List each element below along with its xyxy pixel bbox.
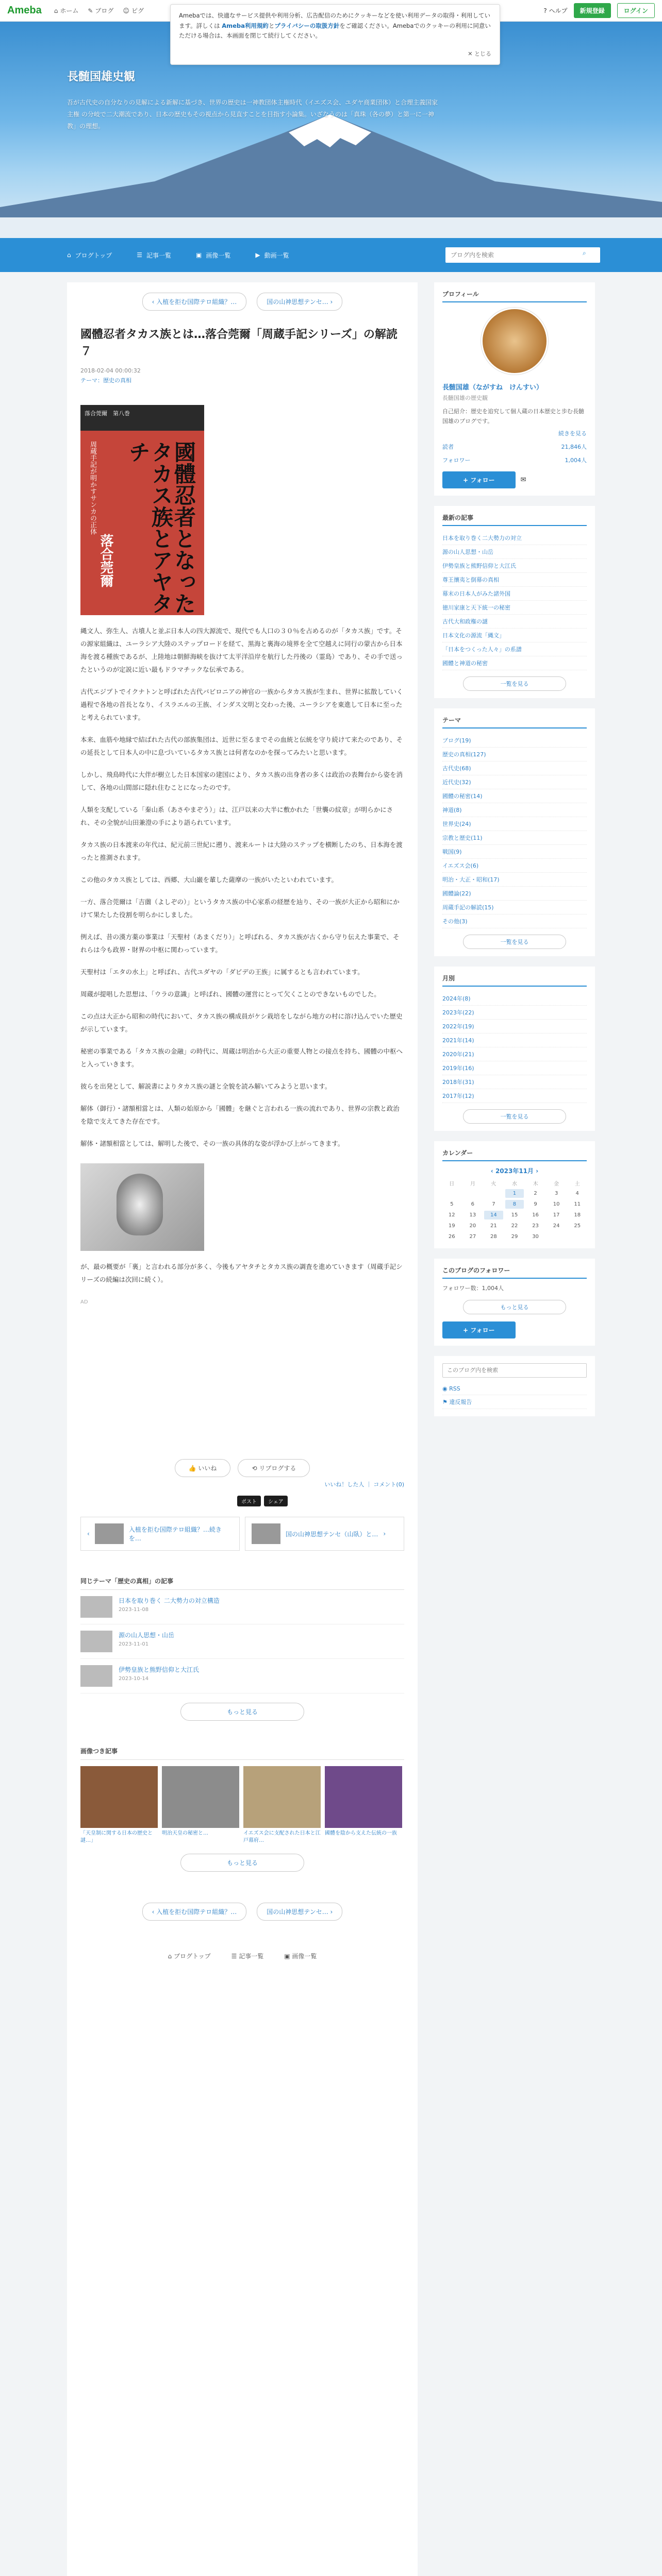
calendar-grid: 日 月 火 水 木 金 土 1 2 3 4 5 6 7 8 9 10 11 12 13 14 15 16 17 18 19 20 21 22 23 24 25 26 27 28 29 30 (442, 1179, 587, 1241)
article-paragraph: 古代エジプトでイクナトンと呼ばれた古代バビロニアの神官の一族からタカス族が生まれ、世界に拡散していく過程で各地の首長となり、イスラエルの王族、インダス文明と交わった後、ユーラシアを東進して日本に至ったと考えられています。 (80, 688, 403, 721)
book-series: 落合莞爾 第八巻 (80, 405, 204, 431)
image-icon: ▣ (196, 251, 202, 259)
recent-item[interactable]: 徳川家康と天下統一の秘密 (442, 601, 587, 615)
calendar-day: 30 (532, 1234, 539, 1240)
article-theme-link[interactable]: テーマ：歴史の真相 (80, 377, 131, 384)
image-article[interactable]: 國體を陰から支えた伝統の一族 (325, 1766, 402, 1844)
theme-item[interactable]: イエズス会(6) (442, 859, 587, 873)
article-paragraph: 周蔵が提唱した思想は、「ウラの意識」と呼ばれ、國體の運営にとって欠くことのできないものでした。 (80, 990, 380, 998)
bottom-image-list[interactable]: ▣ 画像一覧 (284, 1953, 317, 1960)
article-paragraph: 秘密の事業である「タカス族の金融」の時代に、周蔵は明治から大正の重要人物との接点を持ち、國體の中枢へと入っていきます。 (80, 1047, 403, 1068)
recent-list (442, 531, 587, 670)
recent-item[interactable]: 源の山人思想・山岳 (442, 545, 587, 559)
recent-item[interactable]: 「日本をつくった人々」の系譜 (442, 642, 587, 656)
theme-heading: テーマ (442, 716, 587, 728)
message-icon[interactable]: ✉ (520, 476, 526, 484)
archive-item[interactable]: 2020年(21) (442, 1047, 587, 1061)
recent-item[interactable]: 國體と神道の秘密 (442, 656, 587, 670)
next-article-button[interactable]: 国の山神思想テンセ… › (257, 293, 342, 311)
calendar-day: 21 (490, 1223, 497, 1229)
calendar-day: 7 (492, 1201, 495, 1208)
calendar-day: 25 (574, 1223, 581, 1229)
calendar-day: 9 (534, 1201, 537, 1208)
calendar-day: 6 (471, 1201, 475, 1208)
thumbs-up-icon: 👍 (188, 1465, 196, 1472)
calendar-day[interactable]: 14 (484, 1211, 503, 1219)
calendar-day: 2 (534, 1191, 537, 1197)
calendar-day: 15 (511, 1212, 518, 1218)
archive-heading: 月別 (442, 974, 587, 987)
archive-item[interactable]: 2023年(22) (442, 1006, 587, 1020)
recent-item[interactable]: 幕末の日本人がみた諸外国 (442, 587, 587, 601)
nav-pigg[interactable]: ☺ ピグ (123, 7, 144, 14)
article-meta (80, 367, 404, 384)
help-icon: ? (543, 7, 547, 14)
blog-description: 吾が古代史の自分なりの見解による新解に基づき、世界の歴史は一神教団体主権時代（イエズス会、ユダヤ商業団体）と合理主義国家主権 の分岐で二大潮流であり、日本の歴史もその視点から見直すことを目指す小論集。いざなうのは「真珠（各の夢）と第一に一神教」の理想。 (67, 99, 438, 130)
list-icon: ☰ (231, 1953, 237, 1960)
chevron-right-icon: › (383, 1530, 386, 1537)
article-paragraph: 解体・諸額相當としては、解明した後で、その一族の具体的な姿が浮かび上がってきます。 (80, 1140, 344, 1147)
calendar-day: 3 (554, 1191, 558, 1197)
top-nav (54, 6, 144, 15)
article-image (325, 1766, 402, 1828)
article-title[interactable]: 國體忍者タカス族とは…落合莞爾「周蔵手記シリーズ」の解読７ (80, 328, 398, 358)
followers-box (434, 1259, 595, 1346)
image-article[interactable]: イエズス会に支配された日本と江戸幕府… (243, 1766, 321, 1844)
recent-item[interactable]: 尊王攘夷と倒幕の真相 (442, 573, 587, 587)
pigg-icon: ☺ (123, 7, 129, 14)
like-comment-counters[interactable]: いいね！した人 ｜ コメント(0) (324, 1481, 404, 1488)
theme-item[interactable]: その他(3) (442, 914, 587, 928)
menu-blog-top[interactable]: ⌂ ブログトップ (67, 251, 112, 259)
follow-row (442, 471, 587, 488)
article-thumbnail (95, 1523, 124, 1544)
recent-heading: 最新の記事 (442, 513, 587, 526)
archive-list (442, 992, 587, 1103)
book-author: 落合莞爾 (98, 534, 113, 587)
calendar-day: 16 (532, 1212, 539, 1218)
portrait-photo[interactable] (80, 1163, 204, 1251)
calendar-day: 5 (450, 1201, 454, 1208)
theme-item[interactable]: 國體の秘密(14) (442, 789, 587, 803)
calendar-blank (464, 1189, 483, 1198)
archive-item[interactable]: 2019年(16) (442, 1061, 587, 1075)
adjacent-articles (80, 1517, 404, 1551)
book-title: 國體忍者となったタカス族とアヤタチ (125, 441, 196, 614)
search-icon[interactable]: ⌕ (583, 249, 586, 257)
archive-item[interactable]: 2021年(14) (442, 1033, 587, 1047)
theme-item[interactable]: 戦国(9) (442, 845, 587, 859)
theme-item[interactable]: 近代史(32) (442, 775, 587, 789)
theme-item[interactable]: 明治・大正・昭和(17) (442, 873, 587, 887)
share-buttons (67, 1496, 418, 1506)
article-paragraph: が、最の概要が「裏」と言われる部分が多く、今後もアヤタチとタカス族の調査を進めていきます（周蔵手記シリーズの続編は次回に続く）。 (80, 1263, 403, 1283)
avatar[interactable] (481, 308, 548, 375)
article-paragraph: 本来、血筋や地縁で結ばれた古代の部族集団は、近世に至るまでその血統と伝統を守り続けて来たのであり、その延長として日本人の中に息づいているタカス族とは何者なのかを探ってみたいと思います。 (80, 736, 403, 756)
adjacent-prev-article[interactable]: ‹ 入植を拒む国際テロ組織？…続きを… (80, 1517, 240, 1551)
theme-item[interactable]: 周蔵手記の解読(15) (442, 901, 587, 914)
calendar-day: 23 (532, 1223, 539, 1229)
report-link[interactable]: ⚑ 違反報告 (442, 1395, 587, 1409)
followers-more-button[interactable]: もっと見る (463, 1300, 566, 1314)
image-icon: ▣ (284, 1953, 290, 1960)
calendar-day: 13 (469, 1212, 476, 1218)
recent-more-button[interactable]: 一覧を見る (463, 676, 566, 691)
list-item[interactable]: 日本を取り巻く 二大勢力の対立構造 2023-11-08 (80, 1590, 404, 1624)
bottom-entry-list[interactable]: ☰ 記事一覧 (231, 1953, 264, 1960)
article-paragraph: 縄文人、弥生人、古墳人と並ぶ日本人の四大源流で、現代でも人口の３０％を占めるのが「タカス族」です。その源家組織は、ユーラシア大陸のステップロードを経て、黒海と裏海の境界を全て空越えに同行の蒙古から日本海を渡る種族であるが、上陸地は朝鮮海峡を抜けて太平洋沿岸を航行した丹後の（霊島）であり、その手で送ったというのが定説に近い最もドラマチックな伝承である。 (80, 627, 403, 673)
article-image (243, 1766, 321, 1828)
article-paragraph: 彼らを出発として、解説書によりタカス族の謎と全貌を読み解いてみようと思います。 (80, 1082, 332, 1090)
chevron-left-icon[interactable]: ‹ (490, 1167, 493, 1175)
chevron-left-icon: ‹ (87, 1530, 90, 1537)
calendar-blank (484, 1189, 503, 1198)
prev-article-button[interactable]: ‹ 入植を拒む国際テロ組織？… (142, 293, 247, 311)
chevron-right-icon[interactable]: › (536, 1167, 539, 1175)
article-paragraph: 例えば、昔の漢方薬の事業は「天聖村（あまくだり）」と呼ばれる、タカス族が古くから守り伝えた事業で、それらは今も政界・財界の中枢に関わっています。 (80, 933, 400, 954)
theme-item[interactable]: 國體論(22) (442, 887, 587, 901)
article-paragraph: しかし、飛鳥時代に大伴が樹立した日本国家の建国により、タカス族の出身者の多くは政治の表舞台から姿を消して、各地の山間部に隠れ住むことになったのです。 (80, 771, 403, 791)
archive-item[interactable]: 2018年(31) (442, 1075, 587, 1089)
list-item[interactable]: 源の山人思想・山岳 2023-11-01 (80, 1624, 404, 1659)
image-article[interactable]: 「天皇制に関する日本の歴史と謎…」 (80, 1766, 158, 1844)
calendar-day[interactable]: 8 (505, 1200, 524, 1209)
calendar-day: 19 (448, 1223, 455, 1229)
profile-box (434, 282, 595, 496)
blog-search-input[interactable] (445, 247, 600, 263)
calendar-day: 11 (574, 1201, 581, 1208)
followers-count: フォロワー数：1,004人 (442, 1285, 504, 1292)
rss-link[interactable]: ◉ RSS (442, 1383, 587, 1395)
follower-stat[interactable]: フォロワー 1,004人 (442, 457, 587, 464)
more-theme-articles-button[interactable]: もっと見る (180, 1703, 304, 1721)
calendar-day: 26 (448, 1234, 455, 1240)
article-paragraph: 一方、落合莞爾は「吉薗（よしぞの）」というタカス族の中心家系の経歴を辿り、その一族が大正から昭和にかけて果たした役割を明らかにしました。 (80, 898, 400, 919)
calendar-day: 27 (469, 1234, 476, 1240)
recent-item[interactable]: 古代大和政権の謎 (442, 615, 587, 629)
followers-heading: このブログのフォロワー (442, 1266, 587, 1279)
next-article-button[interactable]: 国の山神思想テンセ… › (257, 1903, 342, 1921)
article (67, 326, 418, 1449)
bottom-blog-top[interactable]: ⌂ ブログトップ (168, 1953, 211, 1960)
article-paragraph: 天聖村は「エタの水上」と呼ばれ、古代ユダヤの「ダビデの王族」に属するとも言われています。 (80, 968, 364, 976)
article-paragraph: 人類を支配している「秦山系（あさやまぞう）」は、江戸以来の大半に敷かれた「世襲の紋章」が明らかにされ、その全貌が山田兼澄の手により語られています。 (80, 806, 393, 826)
article-paragraph: この他のタカス族としては、西郷、大山巌を輩した薩摩の一族がいたといわれています。 (80, 876, 338, 884)
reaction-buttons (67, 1459, 418, 1477)
calendar-heading: カレンダー (442, 1148, 587, 1161)
recent-item[interactable]: 日本文化の源流「縄文」 (442, 629, 587, 642)
blog-icon: ✎ (88, 7, 93, 14)
article-thumbnail (80, 1631, 112, 1652)
menu-entry-list[interactable]: ☰ 記事一覧 (137, 251, 172, 259)
article-date: 2018-02-04 00:00:32 (80, 367, 141, 374)
article-paragraph: 解体（御行）・諸額相當とは、人類の始原から「國體」を継ぐと言われる一族の流れであり、世界の宗教と政治を陰で支えてきた存在です。 (80, 1105, 400, 1125)
archive-item[interactable]: 2022年(19) (442, 1020, 587, 1033)
share-facebook-button[interactable]: シェア (264, 1496, 288, 1506)
article-thumbnail (80, 1665, 112, 1687)
profile-subtitle: 長髄国雄の歴史観 (442, 395, 488, 401)
nav-home[interactable]: ⌂ ホーム (54, 7, 79, 14)
home-icon: ⌂ (67, 251, 71, 259)
theme-box (434, 708, 595, 956)
profile-more-link[interactable]: 続きを見る (558, 430, 587, 437)
themes-more-button[interactable]: 一覧を見る (463, 935, 566, 949)
reader-stat[interactable]: 読者 21,846人 (442, 444, 587, 451)
help-link[interactable]: ? ヘルプ (543, 7, 568, 14)
calendar-day: 17 (553, 1212, 560, 1218)
theme-item[interactable]: 歴史の真相(127) (442, 748, 587, 761)
menu-image-list[interactable]: ▣ 画像一覧 (196, 251, 231, 259)
image-articles-heading: 画像つき記事 (80, 1747, 404, 1760)
privacy-link[interactable]: プライバシーの取扱方針 (274, 22, 340, 29)
archive-more-button[interactable]: 一覧を見る (463, 1109, 566, 1124)
calendar-day: 10 (553, 1201, 560, 1208)
article-paragraph: タカス族の日本渡来の年代は、紀元前三世紀に遡り、渡来ルートは大陸のステップを横断したのち、日本海を渡ったと推測されます。 (80, 841, 403, 861)
bottom-nav (67, 1952, 418, 1960)
like-button[interactable]: 👍 いいね (175, 1459, 231, 1477)
follow-row-bottom (442, 1321, 587, 1338)
cookie-notice: Amebaでは、快適なサービス提供や利用分析、広告配信のためにクッキーなどを使い利用データの取得・利用しています。詳しくは Ameba利用規約とプライバシーの取扱方針をご確認ください。Amebaでのクッキーの利用に同意いただける場合は、本画面を閉じて続行してください。 ✕ とじる (170, 4, 500, 65)
ad-slot[interactable]: AD (80, 1299, 404, 1449)
register-button[interactable]: 新規登録 (574, 3, 611, 18)
follow-button[interactable]: + フォロー (442, 1321, 516, 1338)
article-thumbnail (252, 1523, 280, 1544)
home-icon: ⌂ (54, 7, 58, 14)
calendar-day: 28 (490, 1234, 497, 1240)
blog-title[interactable]: 長髄国雄史観 (67, 71, 136, 83)
archive-item[interactable]: 2017年(12) (442, 1089, 587, 1103)
reblog-icon: ⟲ (252, 1465, 257, 1472)
prev-article-button[interactable]: ‹ 入植を拒む国際テロ組織？… (142, 1903, 247, 1921)
calendar-day: 18 (574, 1212, 581, 1218)
calendar-day: 22 (511, 1223, 518, 1229)
list-item[interactable]: 伊勢皇族と熊野信仰と大江氏 2023-10-14 (80, 1659, 404, 1693)
recent-articles-box (434, 506, 595, 698)
post-x-button[interactable]: ポスト (237, 1496, 261, 1506)
book-subtitle: 周蔵手記が明かすサンカの正体 (89, 441, 96, 535)
reblog-button[interactable]: ⟲ リブログする (238, 1459, 310, 1477)
ameba-logo[interactable]: Ameba (7, 5, 42, 16)
profile-name[interactable]: 長髄国雄（ながすね けんすい） (442, 384, 543, 392)
top-right-actions (543, 3, 655, 18)
follow-button[interactable]: + フォロー (442, 471, 516, 488)
same-theme-heading: 同じテーマ「歴史の真相」の記事 (80, 1577, 404, 1590)
article-image (162, 1766, 239, 1828)
article-image (80, 1766, 158, 1828)
menu-video-list[interactable]: ▶ 動画一覧 (255, 251, 289, 259)
more-image-articles-button[interactable]: もっと見る (180, 1854, 304, 1872)
flag-icon: ⚑ (442, 1399, 448, 1406)
adjacent-next-article[interactable]: 国の山神思想テンセ（山臥）と… › (245, 1517, 404, 1551)
calendar-box (434, 1141, 595, 1248)
calendar-day: 4 (575, 1191, 579, 1197)
image-article[interactable]: 明治天皇の秘密と… (162, 1766, 239, 1844)
image-articles-grid (80, 1760, 404, 1844)
theme-item[interactable]: 古代史(68) (442, 761, 587, 775)
main-column (67, 282, 418, 2576)
theme-item[interactable]: 宗教と歴史(11) (442, 831, 587, 845)
recent-item[interactable]: 日本を取り巻く二大勢力の対立 (442, 531, 587, 545)
article-paragraph: この点は大正から昭和の時代において、タカス族の構成員がケシ栽培をしながら地方の村に溶け込んでいた歴史が示しています。 (80, 1012, 403, 1033)
profile-description: 自己紹介：歴史を追究して個人蔵の日本歴史と歩む長髄国雄のブログです。 (442, 408, 584, 425)
calendar-day: 29 (511, 1234, 518, 1240)
article-pager-bottom (67, 1892, 418, 1931)
profile-heading: プロフィール (442, 290, 587, 302)
nav-blog[interactable]: ✎ ブログ (88, 7, 114, 14)
article-pager-top (67, 282, 418, 321)
notice-close-button[interactable]: ✕ とじる (468, 50, 491, 58)
archive-item[interactable]: 2024年(8) (442, 992, 587, 1006)
theme-item[interactable]: 神道(8) (442, 803, 587, 817)
home-icon: ⌂ (168, 1953, 172, 1960)
calendar-day[interactable]: 1 (505, 1189, 524, 1198)
calendar-day: 24 (553, 1223, 560, 1229)
calendar-day: 20 (469, 1223, 476, 1229)
calendar-day: 12 (448, 1212, 455, 1218)
article-thumbnail (80, 1596, 112, 1618)
side-search-box (434, 1356, 595, 1416)
archive-box (434, 967, 595, 1131)
calendar-month: ‹ 2023年11月 › (490, 1167, 539, 1175)
theme-item[interactable]: ブログ(19) (442, 734, 587, 748)
rss-icon: ◉ (442, 1385, 448, 1393)
video-icon: ▶ (255, 251, 260, 259)
blog-menu-bar (0, 238, 662, 272)
list-icon: ☰ (137, 251, 143, 259)
misc-links (442, 1383, 587, 1409)
theme-list (442, 734, 587, 928)
sidebar (434, 282, 595, 1427)
portrait-face (117, 1174, 163, 1235)
terms-link[interactable]: Ameba利用規約 (222, 22, 269, 29)
book-cover-image[interactable] (80, 405, 204, 615)
side-search-input[interactable] (442, 1363, 587, 1378)
calendar-blank (442, 1189, 461, 1198)
recent-item[interactable]: 伊勢皇族と熊野信仰と大江氏 (442, 559, 587, 573)
same-theme-list (80, 1590, 404, 1693)
theme-item[interactable]: 世界史(24) (442, 817, 587, 831)
login-button[interactable]: ログイン (617, 3, 655, 18)
